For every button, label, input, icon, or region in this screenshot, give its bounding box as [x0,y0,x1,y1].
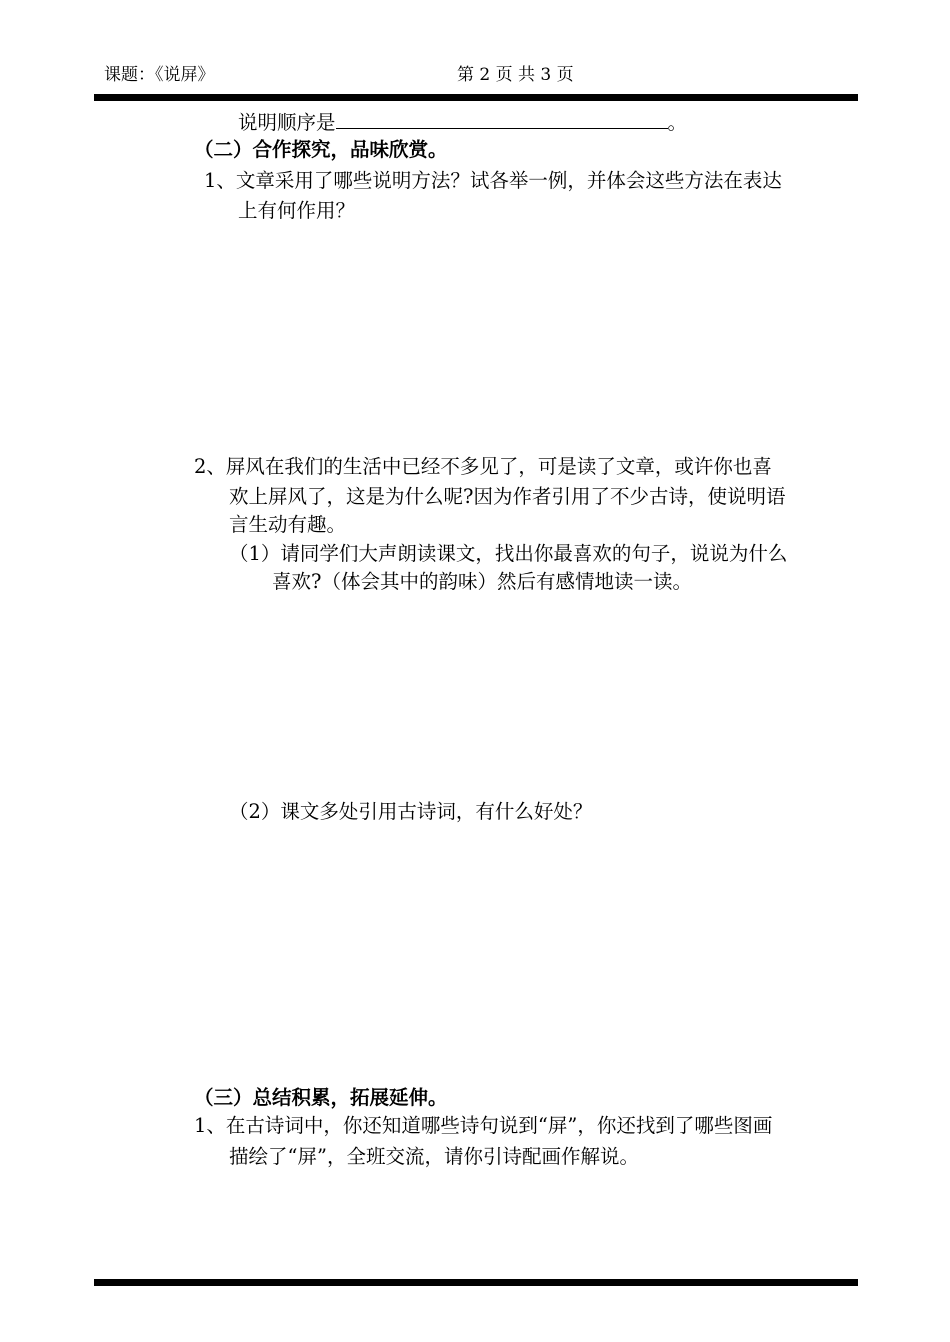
header-page-number: 第 2 页 共 3 页 [457,65,574,85]
s2-q2-line3: 言生动有趣。 [229,513,347,536]
s2-q1-line1: 1、文章采用了哪些说明方法？试各举一例，并体会这些方法在表达 [204,169,782,192]
order-prefix: 说明顺序是 [238,111,336,134]
s3-q1-line2: 描绘了“屏”，全班交流，请你引诗配画作解说。 [229,1145,639,1168]
order-line [238,106,687,137]
s2-q2-line1: 2、屏风在我们的生活中已经不多见了，可是读了文章，或许你也喜 [194,455,772,478]
s2-q1-line2: 上有何作用？ [238,199,356,222]
s2-q2-sub1-answer-area[interactable] [229,604,858,784]
footer-rule [94,1279,858,1286]
s2-q2-sub1-line2: 喜欢?（体会其中的韵味）然后有感情地读一读。 [272,570,692,593]
s2-q1-answer-area[interactable] [194,232,858,442]
s2-q2-line2: 欢上屏风了，这是为什么呢?因为作者引用了不少古诗，使说明语 [229,485,786,508]
s2-q2-sub1-line1: （1）请同学们大声朗读课文，找出你最喜欢的句子，说说为什么 [229,542,788,565]
section2-heading: （二）合作探究，品味欣赏。 [194,138,448,161]
s3-q1-answer-area[interactable] [194,1178,858,1268]
section3-heading: （三）总结积累，拓展延伸。 [194,1086,448,1109]
header-topic: 课题：《说屏》 [104,65,215,85]
header-rule [94,94,858,101]
order-answer-blank[interactable] [336,106,668,129]
s2-q2-sub2: （2）课文多处引用古诗词，有什么好处？ [229,800,593,823]
s2-q2-sub2-answer-area[interactable] [229,834,858,1074]
order-suffix: 。 [667,111,688,134]
s3-q1-line1: 1、在古诗词中，你还知道哪些诗句说到“屏”，你还找到了哪些图画 [194,1114,773,1137]
